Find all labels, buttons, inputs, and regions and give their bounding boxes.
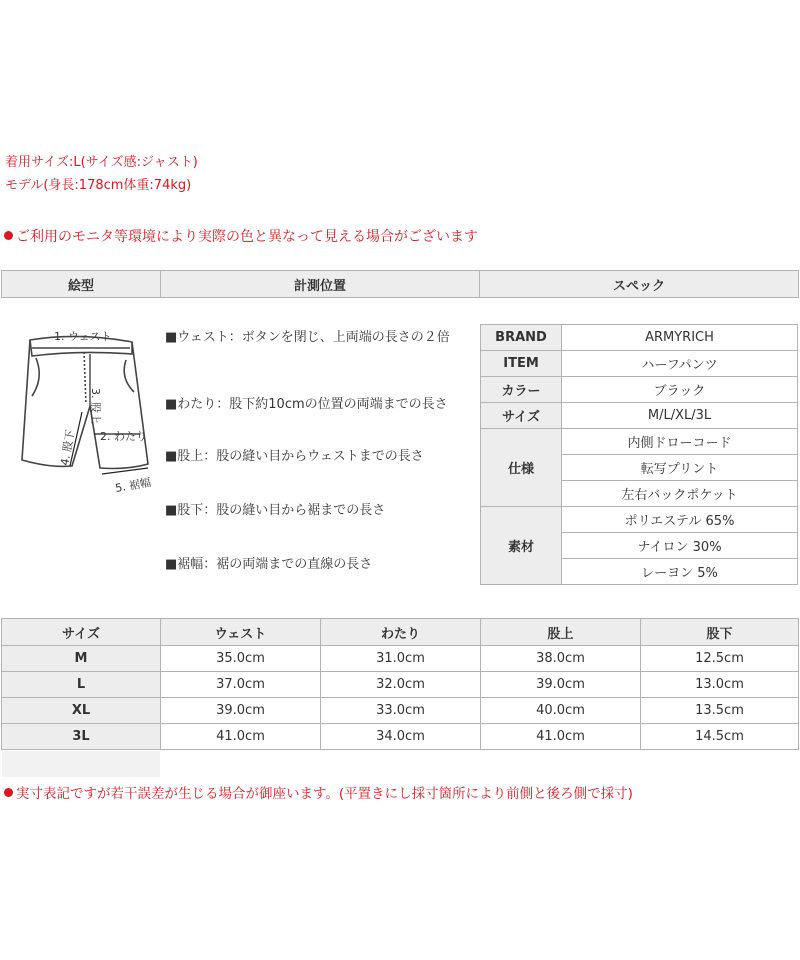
pocket-line-right	[124, 360, 134, 392]
size-col-header: 股上	[481, 619, 641, 646]
size-col-header: 股下	[641, 619, 799, 646]
empty-grey-strip	[2, 751, 160, 777]
size-cell: 41.0cm	[161, 724, 321, 750]
spec-value: 転写プリント	[562, 455, 798, 481]
size-notice	[4, 782, 633, 802]
size-cell: 3L	[2, 724, 161, 750]
measure-watari: ■わたり：股下約10cmの位置の両端までの長さ	[165, 397, 448, 412]
spec-value: M/L/XL/3L	[562, 403, 798, 429]
diagram-label-waist: 1. ウェスト	[54, 330, 112, 343]
size-cell: XL	[2, 698, 161, 724]
measure-inseam: ■股下：股の縫い目から裾までの長さ	[165, 503, 386, 518]
size-cell: L	[2, 672, 161, 698]
spec-key: 素材	[481, 507, 562, 585]
size-cell: 37.0cm	[161, 672, 321, 698]
size-col-header: ウェスト	[161, 619, 321, 646]
spec-value: 内側ドローコード	[562, 429, 798, 455]
size-cell: 38.0cm	[481, 646, 641, 672]
table-row	[2, 698, 799, 724]
size-cell: 14.5cm	[641, 724, 799, 750]
measure-waist: ■ウェスト：ボタンを閉じ、上両端の長さの２倍	[165, 330, 450, 345]
diagram-label-hem: 5. 裾幅	[114, 475, 152, 495]
spec-row-size	[481, 403, 798, 429]
section-header-table	[1, 270, 799, 298]
size-cell: 13.0cm	[641, 672, 799, 698]
size-cell: 40.0cm	[481, 698, 641, 724]
size-table-header	[2, 619, 799, 646]
size-cell: 41.0cm	[481, 724, 641, 750]
measure-rise: ■股上：股の縫い目からウェストまでの長さ	[165, 449, 424, 464]
header-spec: スペック	[480, 271, 799, 298]
spec-value: ARMYRICH	[562, 325, 798, 351]
table-row	[2, 672, 799, 698]
spec-value: レーヨン 5%	[562, 559, 798, 585]
size-cell: 39.0cm	[161, 698, 321, 724]
diagram-label-inseam: 4. 股下	[58, 428, 78, 467]
bullet-icon	[4, 231, 13, 240]
measure-hem: ■裾幅：裾の両端までの直線の長さ	[165, 557, 373, 572]
bullet-icon	[4, 788, 13, 797]
spec-row-color	[481, 377, 798, 403]
table-row	[2, 646, 799, 672]
spec-value: ブラック	[562, 377, 798, 403]
size-cell: M	[2, 646, 161, 672]
diagram-label-rise: 3. 股上	[89, 388, 102, 424]
size-cell: 32.0cm	[321, 672, 481, 698]
header-illustration: 絵型	[2, 271, 161, 298]
spec-value: ハーフパンツ	[562, 351, 798, 377]
spec-row-features	[481, 429, 798, 455]
pocket-line	[32, 358, 39, 396]
size-cell: 39.0cm	[481, 672, 641, 698]
size-cell: 13.5cm	[641, 698, 799, 724]
spec-row-item	[481, 351, 798, 377]
shorts-diagram	[8, 318, 160, 498]
spec-value: ポリエステル 65%	[562, 507, 798, 533]
size-cell: 34.0cm	[321, 724, 481, 750]
fly-seam	[84, 352, 86, 404]
spec-key: カラー	[481, 377, 562, 403]
size-table	[1, 618, 799, 750]
spec-value: 左右バックポケット	[562, 481, 798, 507]
spec-key: ITEM	[481, 351, 562, 377]
spec-key: サイズ	[481, 403, 562, 429]
size-cell: 33.0cm	[321, 698, 481, 724]
model-height-line: モデル(身長:178cm体重:74kg)	[5, 178, 192, 193]
spec-key: BRAND	[481, 325, 562, 351]
spec-value: ナイロン 30%	[562, 533, 798, 559]
size-col-header: サイズ	[2, 619, 161, 646]
model-size-line: 着用サイズ:L(サイズ感:ジャスト)	[5, 155, 198, 170]
shorts-outline	[22, 336, 148, 468]
color-notice	[4, 226, 478, 246]
spec-row-material	[481, 507, 798, 533]
diagram-label-watari: 2. わたり	[100, 430, 147, 443]
size-cell: 35.0cm	[161, 646, 321, 672]
spec-key: 仕様	[481, 429, 562, 507]
size-notice-text: 実寸表記ですが若干誤差が生じる場合が御座います。(平置きにし採寸箇所により前側と後ろ側で採寸)	[16, 786, 633, 802]
spec-table	[480, 324, 798, 585]
size-cell: 12.5cm	[641, 646, 799, 672]
spec-row-brand	[481, 325, 798, 351]
header-measure-position: 計測位置	[161, 271, 480, 298]
table-row	[2, 724, 799, 750]
size-col-header: わたり	[321, 619, 481, 646]
size-cell: 31.0cm	[321, 646, 481, 672]
color-notice-text: ご利用のモニタ等環境により実際の色と異なって見える場合がございます	[16, 229, 478, 245]
